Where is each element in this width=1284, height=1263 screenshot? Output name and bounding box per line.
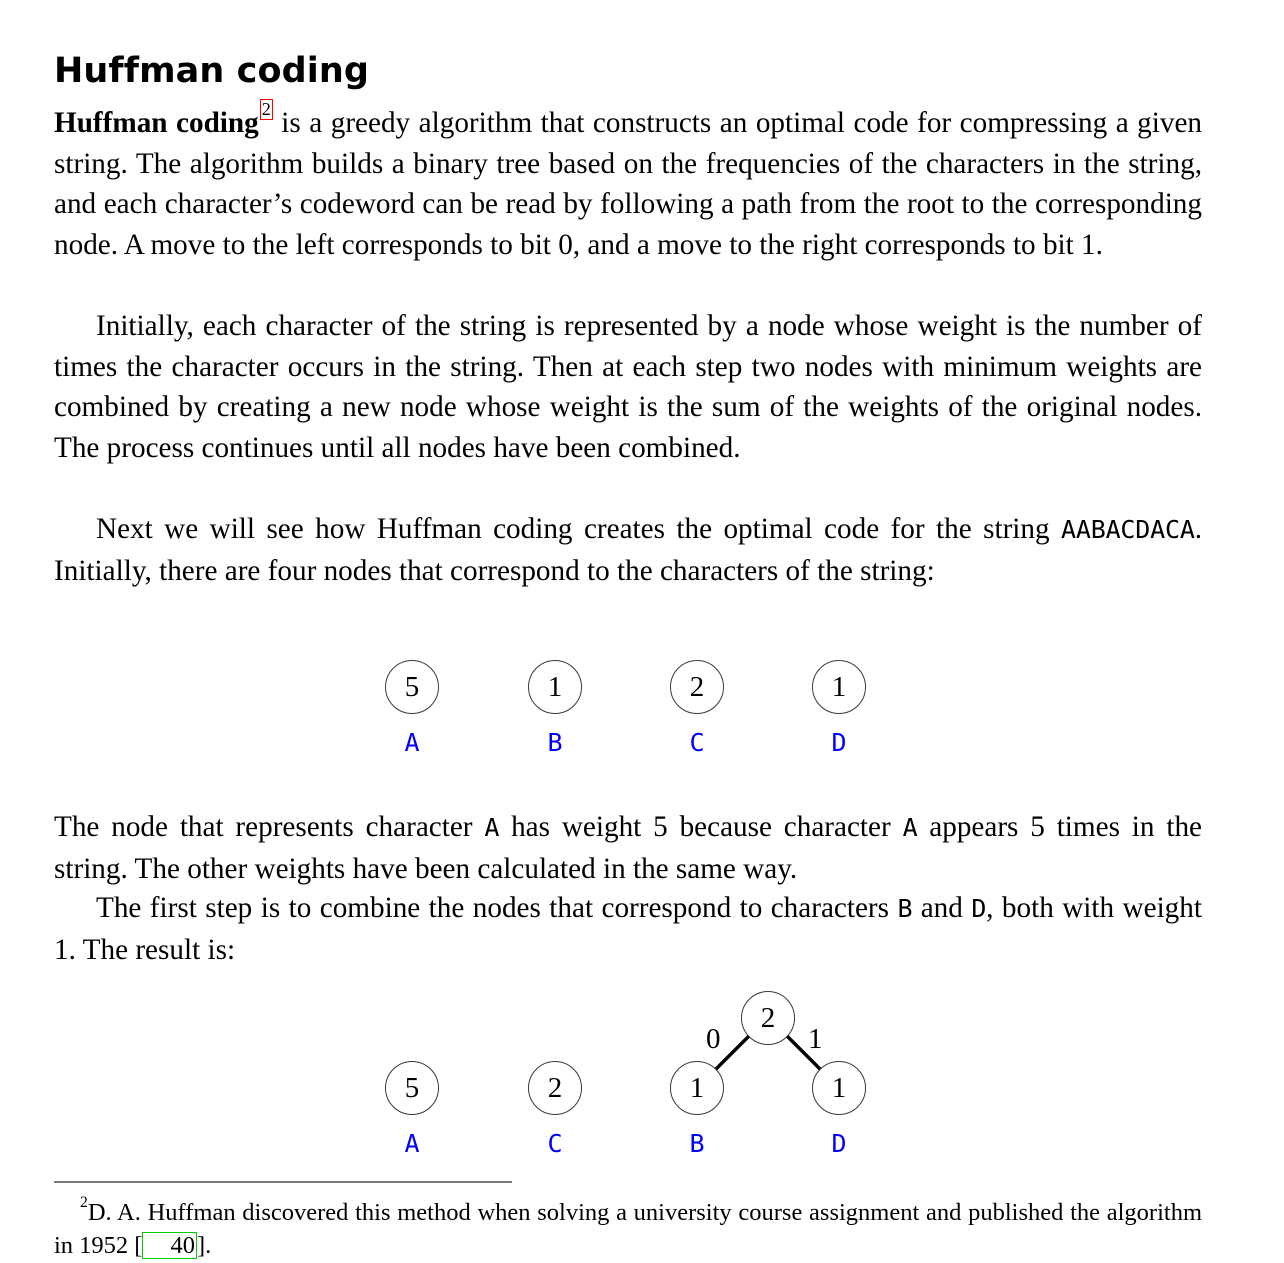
node2-label-d: D (831, 1129, 847, 1158)
paragraph-5-text-part2: and (912, 892, 972, 924)
paragraph-3-text-part1: Next we will see how Huffman coding creates the optimal code for the string (96, 513, 1062, 545)
example-string: AABACDACA (1061, 515, 1195, 544)
node-label-a: A (404, 728, 420, 757)
paragraph-4-text-part3: appears 5 times in the string. The other weights have been calculated in the same way. (54, 811, 1202, 885)
node-weight-b: 1 (528, 660, 582, 714)
node2-label-c: C (547, 1129, 563, 1158)
node-weight-a: 5 (385, 660, 439, 714)
footnote-marker-link[interactable]: 2 (261, 99, 271, 120)
edge-label-left-bit: 0 (706, 1023, 721, 1055)
char-a-mono-2: A (902, 813, 918, 842)
char-d-mono: D (971, 894, 987, 923)
node-weight-c: 2 (670, 660, 724, 714)
edge-root-to-left (716, 1036, 749, 1069)
node2-weight-a: 5 (385, 1061, 439, 1115)
node-label-b: B (547, 728, 563, 757)
citation-link-40[interactable]: 40 (142, 1232, 197, 1259)
paragraph-2-text: Initially, each character of the string is represented by a node whose weight is the number of times the character occurs in the string. Then at each step two nodes with minimum weights are combined by creating a new node whose weight is the sum of the weights of the original nodes. The process continues until all nodes have been combined. (54, 310, 1202, 464)
page-title: Huffman coding (54, 51, 370, 92)
char-a-mono-1: A (484, 813, 500, 842)
paragraph-4-text-part1: The node that represents character (54, 811, 485, 843)
footnote-number: 2 (80, 1194, 88, 1211)
node-weight-d: 1 (812, 660, 866, 714)
node2-label-a: A (404, 1129, 420, 1158)
node2-weight-b: 1 (670, 1061, 724, 1115)
paragraph-4-text-part2: has weight 5 because character (499, 811, 903, 843)
lead-bold-term: Huffman coding (54, 107, 259, 139)
node2-weight-d: 1 (812, 1061, 866, 1115)
footnote-text-part1: D. A. Huffman discovered this method when solving a university course assignment and published the algorithm in 1952 [ (54, 1198, 1202, 1260)
paragraph-1-text: is a greedy algorithm that constructs an optimal code for compressing a given string. The algorithm builds a binary tree based on the frequencies of the characters in the string, and each character’s codeword can be read by following a path from the root to the corresponding node. A move to the left corresponds to bit 0, and a move to the right corresponds to bit 1. (54, 107, 1203, 261)
node2-weight-root: 2 (741, 991, 795, 1045)
paragraph-3-text-part2: . Initially, there are four nodes that correspond to the characters of the string: (54, 513, 1202, 587)
paragraph-5-text-part3: , both with weight 1. The result is: (54, 892, 1202, 966)
node2-weight-c: 2 (528, 1061, 582, 1115)
node-label-c: C (689, 728, 705, 757)
paragraph-5-text-part1: The first step is to combine the nodes that correspond to characters (96, 892, 898, 924)
footnote-text-part2: ]. (196, 1232, 212, 1260)
node-label-d: D (831, 728, 847, 757)
char-b-mono: B (897, 894, 913, 923)
node2-label-b: B (689, 1129, 705, 1158)
edge-label-right-bit: 1 (808, 1023, 823, 1055)
